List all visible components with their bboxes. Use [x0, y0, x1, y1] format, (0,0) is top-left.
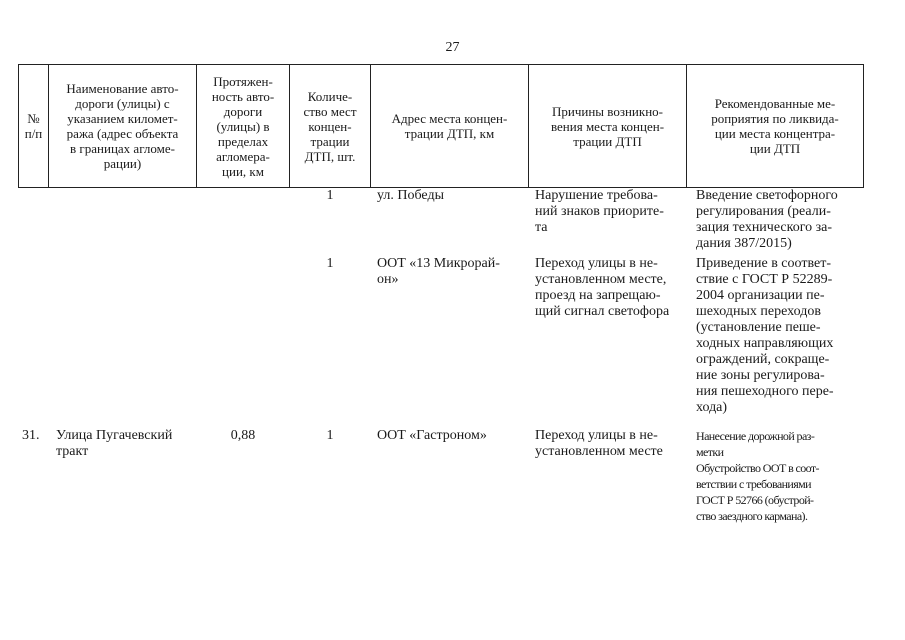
row-address: ООТ «13 Микрорай- он»	[377, 256, 500, 287]
row-causes: Переход улицы в не- установленном месте	[535, 428, 663, 459]
header-measures: Рекомендованные ме- роприятия по ликвида- ции места концентра- ции ДТП	[711, 96, 839, 156]
row-count: 1	[326, 428, 334, 443]
row-address: ул. Победы	[377, 188, 444, 203]
row-measures: Введение светофорного регулирования (реали- зация технического за- дания 387/2015)	[696, 188, 838, 251]
row-number: 31.	[22, 428, 40, 443]
header-causes: Причины возникно- вения места концен- трации ДТП	[550, 103, 665, 149]
row-count: 1	[326, 256, 334, 271]
header-num: № п/п	[24, 111, 43, 141]
header-road-name: Наименование авто- дороги (улицы) с указанием километ- ража (адрес объекта в границах агломе- рации)	[66, 81, 179, 171]
row-road-name: Улица Пугачевский тракт	[56, 428, 173, 459]
header-address: Адрес места концен- трации ДТП, км	[391, 111, 508, 141]
page-number: 27	[445, 40, 460, 55]
header-length: Протяжен- ность авто- дороги (улицы) в пределах агломера- ции, км	[211, 73, 275, 179]
header-count: Количе- ство мест концен- трации ДТП, шт.	[303, 88, 357, 164]
col-divider-7	[863, 64, 864, 188]
row-length: 0,88	[230, 428, 256, 443]
row-address: ООТ «Гастроном»	[377, 428, 487, 443]
row-measures: Приведение в соответ- ствие с ГОСТ Р 52289- 2004 организации пе- шеходных переходов (установление пеше- ходных направляющих ограждений, сокраще- ние зоны регулирова- ния пешеходного пере- хода)	[696, 256, 834, 415]
row-measures: Нанесение дорожной раз- метки Обустройство ООТ в соот- ветствии с требованиями ГОСТ Р 52766 (обустрой- ство заездного кармана).	[696, 429, 819, 523]
row-count: 1	[326, 188, 334, 203]
row-causes: Нарушение требова- ний знаков приорите- та	[535, 188, 664, 235]
row-causes: Переход улицы в не- установленном месте, проезд на запрещаю- щий сигнал светофора	[535, 256, 670, 319]
